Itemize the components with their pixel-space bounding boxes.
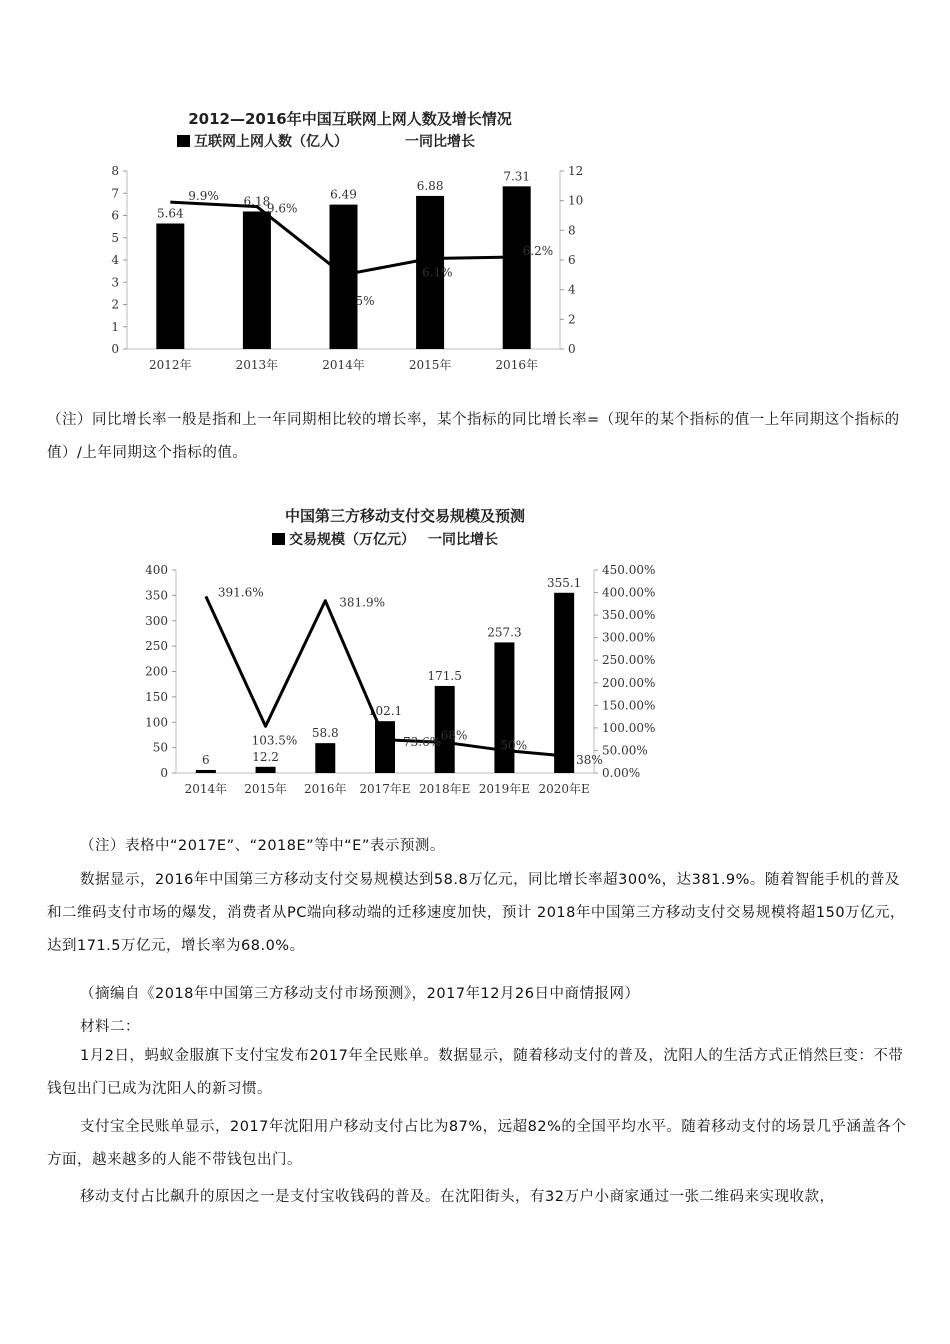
growth-value-label: 381.9% [339, 595, 386, 610]
left-tick-label: 0 [111, 342, 119, 356]
right-tick-label: 300.00% [602, 630, 656, 645]
growth-value-label: 68% [440, 728, 468, 743]
bar-value-label: 6.88 [416, 178, 444, 193]
legend-bar-swatch [272, 533, 285, 545]
right-tick-label: 250.00% [602, 653, 656, 668]
bar-2014年 [196, 770, 216, 773]
paragraph-alipay-bill: 1月2日，蚂蚁金服旗下支付宝发布2017年全民账单。数据显示，随着移动支付的普及，沈阳人的生活方式正悄然巨变：不带钱包出门已成为沈阳人的新习惯。 [47, 1048, 904, 1097]
right-tick-label: 350.00% [602, 608, 656, 623]
bar-2016年 [315, 743, 335, 773]
growth-value-label: 391.6% [217, 585, 264, 600]
right-tick-label: 400.00% [602, 585, 656, 600]
left-tick-label: 1 [111, 319, 119, 334]
bar-value-label: 6.18 [243, 194, 271, 209]
left-tick-label: 4 [111, 253, 119, 267]
bar-value-label: 257.3 [487, 625, 522, 640]
right-tick-label: 10 [568, 193, 584, 208]
left-tick-label: 400 [145, 563, 168, 577]
forecast-note: （注）表格中“2017E”、“2018E”等中“E”表示预测。 [80, 838, 445, 854]
right-tick-label: 100.00% [602, 720, 656, 735]
chart-title: 2012—2016年中国互联网上网人数及增长情况 [188, 110, 512, 128]
growth-value-label: 5% [355, 293, 375, 308]
left-tick-label: 300 [145, 613, 168, 628]
right-tick-label: 8 [568, 223, 576, 238]
bar-2012年 [156, 224, 184, 349]
left-tick-label: 7 [111, 186, 119, 201]
category-label: 2014年 [184, 782, 228, 796]
growth-value-label: 9.6% [266, 201, 298, 216]
paragraph-data-summary: 数据显示，2016年中国第三方移动支付交易规模达到58.8万亿元，同比增长率超300%，达381.9%。随着智能手机的普及和二维码支付市场的爆发，消费者从PC端向移动端的迁移速度加快，预计 2018年中国第三方移动支付交易规模将超150万亿元，达到171.5万亿元，增长率为68.0%。 [47, 872, 906, 954]
bar-2020年E [554, 593, 574, 773]
bar-value-label: 171.5 [427, 668, 462, 683]
growth-value-label: 38% [576, 752, 603, 767]
internet-users-chart [95, 105, 615, 380]
left-tick-label: 250 [145, 639, 168, 654]
bar-value-label: 6 [202, 752, 210, 767]
bar-value-label: 58.8 [311, 726, 339, 741]
bar-value-label: 6.49 [330, 187, 357, 202]
mobile-payment-chart-svg [135, 500, 675, 805]
left-tick-label: 0 [160, 766, 168, 780]
legend-bar-label: 交易规模（万亿元） [289, 532, 415, 548]
source-citation: （摘编自《2018年中国第三方移动支付市场预测》，2017年12月26日中商情报网） [80, 986, 640, 1002]
left-tick-label: 2 [111, 297, 119, 312]
right-tick-label: 150.00% [602, 698, 656, 713]
left-tick-label: 3 [111, 275, 119, 290]
bar-2016年 [503, 186, 531, 349]
material-two-heading: 材料二： [80, 1019, 140, 1035]
bar-value-label: 5.64 [156, 206, 184, 221]
category-label: 2014年 [322, 358, 365, 372]
left-tick-label: 5 [111, 230, 119, 245]
right-tick-label: 4 [568, 282, 576, 297]
category-label: 2018年E [419, 782, 471, 796]
bar-2019年E [494, 642, 514, 773]
bar-2014年 [330, 205, 358, 349]
category-label: 2012年 [149, 358, 192, 372]
bar-value-label: 102.1 [367, 704, 403, 719]
category-label: 2013年 [235, 358, 279, 372]
category-label: 2020年E [538, 782, 590, 796]
growth-rate-note: （注）同比增长率一般是指和上一年同期相比较的增长率，某个指标的同比增长率=（现年的某个指标的值一上年同期这个指标的值）/上年同期这个指标的值。 [47, 412, 900, 461]
growth-value-label: 6.2% [522, 244, 554, 259]
right-tick-label: 0.00% [602, 766, 641, 780]
bar-value-label: 12.2 [252, 749, 279, 764]
category-label: 2019年E [478, 782, 531, 796]
legend-line-label: 一同比增长 [428, 532, 498, 548]
right-tick-label: 6 [568, 253, 576, 267]
bar-2013年 [243, 211, 271, 349]
paragraph-shenyang-ratio: 支付宝全民账单显示，2017年沈阳用户移动支付占比为87%，远超82%的全国平均水平。随着移动支付的场景几乎涵盖各个方面，越来越多的人能不带钱包出门。 [47, 1119, 907, 1168]
category-label: 2015年 [244, 782, 287, 796]
right-tick-label: 50.00% [602, 743, 648, 758]
category-label: 2016年 [495, 358, 538, 372]
category-label: 2016年 [304, 782, 347, 796]
legend-line-label: 一同比增长 [405, 134, 475, 150]
left-tick-label: 200 [145, 664, 168, 679]
bar-value-label: 355.1 [546, 575, 582, 590]
growth-value-label: 50% [500, 738, 528, 753]
growth-value-label: 6.1% [422, 265, 453, 280]
left-tick-label: 150 [145, 689, 168, 704]
legend-bar-label: 互联网上网人数（亿人） [194, 134, 348, 150]
right-tick-label: 450.00% [602, 563, 656, 577]
left-tick-label: 8 [111, 164, 119, 178]
right-tick-label: 12 [568, 164, 584, 178]
growth-value-label: 103.5% [251, 733, 298, 748]
bar-value-label: 7.31 [503, 169, 531, 184]
left-tick-label: 6 [111, 208, 119, 223]
category-label: 2015年 [408, 358, 452, 372]
mobile-payment-chart [135, 500, 675, 805]
growth-value-label: 9.9% [188, 189, 219, 204]
left-tick-label: 50 [152, 740, 168, 755]
left-tick-label: 100 [145, 715, 168, 730]
right-tick-label: 200.00% [602, 675, 656, 690]
chart-title: 中国第三方移动支付交易规模及预测 [284, 507, 526, 525]
growth-value-label: 73.6% [403, 734, 442, 749]
category-label: 2017年E [359, 782, 411, 796]
bar-2015年 [256, 767, 276, 773]
paragraph-qr-code: 移动支付占比飙升的原因之一是支付宝收钱码的普及。在沈阳街头，有32万户小商家通过一张二维码来实现收款， [80, 1189, 835, 1205]
bar-2017年E [375, 721, 395, 773]
legend-bar-swatch [177, 135, 190, 147]
right-tick-label: 0 [568, 342, 576, 356]
right-tick-label: 2 [568, 312, 576, 327]
internet-users-chart-svg [95, 105, 615, 380]
left-tick-label: 350 [145, 588, 168, 603]
